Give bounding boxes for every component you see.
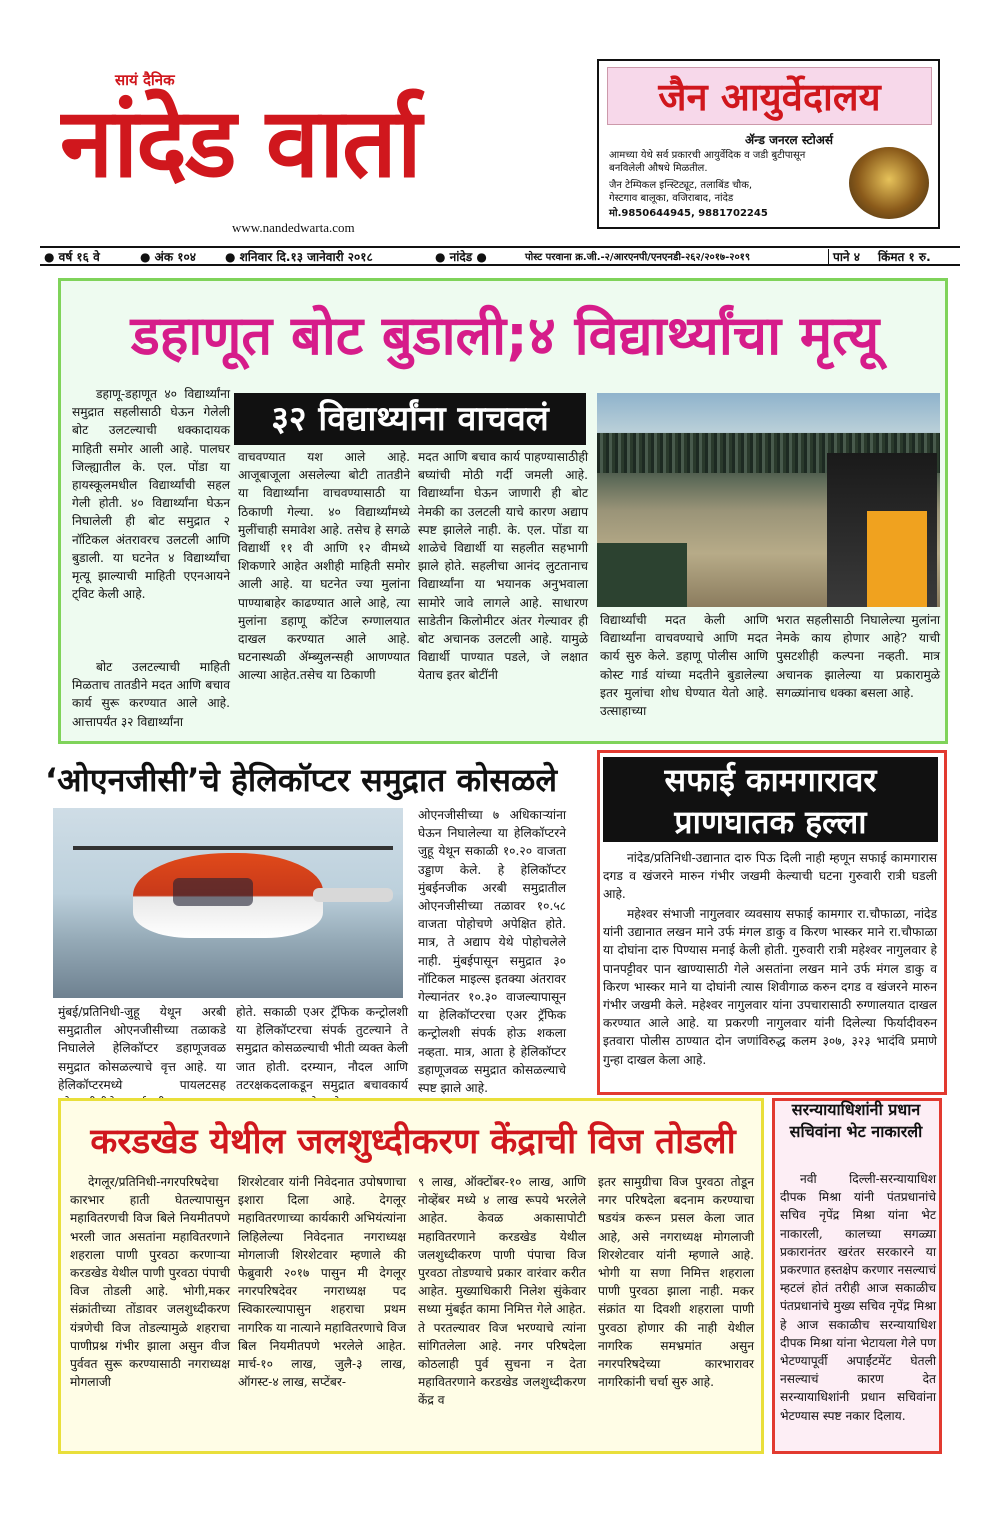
ad-line: आमच्या येथे सर्व प्रकारची आयुर्वेदिक व जडी बुटीपासून बनविलेली औषधे मिळतील. [609, 150, 806, 174]
safai-headline-block [603, 757, 938, 842]
boat-col5: भरात सहलीसाठी निघालेल्या मुलांना नेमके काय होणार आहे? याची पुसटशीही कल्पना नव्हती. मात्र अचानक झालेल्या या प्रकारामुळे सगळ्यांनाच धक्का बसला आहे. [776, 613, 940, 700]
helicopter-photo [53, 808, 403, 998]
ongc-col2: होते. सकाळी एअर ट्रॅफिक कन्ट्रोलशी या हेलिकॉप्टरचा संपर्क तुटल्याने ते समुद्रात कोसळल्याची भीती व्यक्त केली जात होती. दरम्यान, नौदल आणि तटरक्षकदलाकडून समुद्रात बचावकार्य [236, 1005, 408, 1092]
karadkhed-col3: ९ लाख, ऑक्टोंबर-१० लाख, आणि नोव्हेंबर मध्ये ४ लाख रूपये भरलेले आहेत. केवळ अकासापोटी महावितरणाने करडखेड येथील जलशुध्दीकरण पाणी पंपाचा विज पुरवठा तोडण्याचे प्रकार वारंवार करीत आहेत. मुख्याधिकारी निलेश सुंकेवार सध्या मुंबईत कामा निमित्त गेले आहेत. ते परतल्यावर विज भरण्याचे त्यांना सांगितलेला आहे. नगर परिषदेला कोठलाही पुर्व सुचना न देता महावितरणाने करडखेड जलशुध्दीकरण केंद्र व [418, 1175, 586, 1408]
issue-date: ● शनिवार दि.१३ जानेवारी २०१८ [225, 250, 373, 264]
boat-col1: डहाणू-डहाणूत ४० विद्यार्थ्यांना समुद्रात सहलीसाठी घेऊन गेलेली बोट उलटल्याची धक्कादायक माहिती समोर आली आहे. पालघर जिल्ह्यातील के. एल. पोंडा या हायस्कूलमधील विद्यार्थ्यांची सहल गेली होती. ४० विद्यार्थ्यांना घेऊन निघालेली ही बोट समुद्रात २ नॉटिकल अंतरावरच उलटली आणि बुडाली. या घटनेत ४ विद्यार्थ्यांचा मृत्यू झाल्याची माहिती एएनआयने ट्विट केली आहे. [72, 387, 230, 602]
ad-line: जैन टेम्पिकल इन्स्टिट्यूट, तलाबिंड चौक, [609, 180, 753, 191]
issue-info-strip [40, 246, 960, 266]
karadkhed-col2: शिरशेटवार यांनी निवेदनात उपोषणाचा इशारा दिला आहे. देगलूर महावितरणाच्या कार्यकारी अभियंत्यांना लिहिलेल्या निवेदनात नगराध्यक्ष मोगलाजी शिरशेटवार म्हणाले की फेब्रुवारी २०१७ पासुन मी देगलूर नगरपरिषदेवर नगराध्यक्ष पद स्विकारल्यापासुन शहराचा प्रथम नागरिक या नात्याने महावितरणाचे विज बिल नियमीतपणे भरलेले आहेत. मार्च-१० लाख, जुलै-३ लाख, ऑगस्ट-४ लाख, सप्टेंबर- [238, 1175, 406, 1390]
cji-body: नवी दिल्ली-सरन्यायाधिश दीपक मिश्रा यांनी पंतप्रधानांचे सचिव नृपेंद्र मिश्रा यांना भेट नाकारली, कालच्या सगळ्या प्रकारानंतर खरंतर सरकारने या प्रकरणात हस्तक्षेप करणार नसल्याचं म्हटलं होतं तरीही आज सकाळीच पंतप्रधानांचे मुख्य सचिव नृपेंद्र मिश्रा हे आज सकाळीच सरन्यायाधिश दीपक मिश्रा यांना भेटायला गेले पण भेटण्यापूर्वी अपाईंटमेंट घेतली नसल्याचं कारण देत सरन्यायाधिशांनी प्रधान सचिवांना भेटण्यास स्पष्ट नकार दिलाय. [780, 1172, 936, 1423]
page-count: पाने ४ [828, 249, 860, 265]
ad-phone: मो.9850644945, 9881702245 [609, 208, 768, 219]
herbs-image [849, 147, 929, 219]
website-url[interactable]: www.nandedwarta.com [232, 220, 355, 235]
issue-city: ● नांदेड ● [435, 250, 487, 264]
safai-headline-line1: सफाई कामगारावर [664, 761, 877, 799]
ad-line: गेस्टगाव बालूका, वजिराबाद, नांदेड [609, 193, 734, 204]
ad-subtitle: ॲन्ड जनरल स्टोअर्स [745, 133, 833, 147]
karadkhed-col1: देगलूर/प्रतिनिधी-नगरपरिषदेचा कारभार हाती घेतल्यापासुन महावितरणची विज बिले नियमीतपणे भरली जात असतांना महावितरणाने शहराला पाणी पुरवठा करणाऱ्या करडखेड येथील पाणी पुरवठा पंपाची विज तोडली आहे. भोगी,मकर संक्रांतीच्या तोंडावर जलशुध्दीकरण यंत्रणेची विज तोडल्यामुळे शहराचा पाणीप्रश्न गंभीर झाला असुन वीज पुर्ववत सुरू करण्यासाठी नगराध्यक्ष मोगलाजी [70, 1175, 230, 1390]
boat-subheadline: ३२ विद्यार्थ्यांना वाचवलं [234, 393, 586, 445]
karadkhed-col4: इतर सामुग्रीचा विज पुरवठा तोडून नगर परिषदेला बदनाम करण्याचा षडयंत्र करून प्रसल केला जात आहे, असे नगराध्यक्ष मोगलाजी शिरशेटवार यांनी म्हणाले आहे. भोगी या सणा निमित्त शहराला पाणी पुरवठा झाला नाही. मकर संक्रांत या दिवशी शहराला पाणी पुरवठा होणार की नाही येथील नागरिक समभ्रमांत असुन नगरपरिषदेच्या कारभारावर नागरिकांनी चर्चा सुरु आहे. [598, 1175, 754, 1390]
karadkhed-headline: करडखेड येथील जलशुध्दीकरण केंद्राची विज तोडली [90, 1122, 736, 1162]
safai-body2: महेश्वर संभाजी नागुलवार व्यवसाय सफाई कामगार रा.चौफाळा, नांदेड यांनी उद्यानात लखन माने उर्फ मंगल डाकु व किरण भास्कर माने रा.चौफाळा या दोघांना दारु पिण्यास मनाई केली होती. गुरुवारी रात्री महेश्वर नागुलवार हे पानपट्टीवर पान खाण्यासाठी गेले असतांना लखन माने उर्फ मंगल डाकु व किरण भास्कर माने या दोघांनी त्यास शिवीगाळ करुन दगड व खंजरने मारुन गंभीर जखमी केले. महेश्वर नागुलवार यांना उपचारासाठी रुग्णालयात दाखल करण्यात आले आहे. या प्रकरणी नागुलवार यांनी दिलेल्या फिर्यादीवरुन इतवारा पोलीस ठाण्यात दोन जणांविरुद्ध कलम ३०७, ३२३ भादंवि प्रमाणे गुन्हा दाखल केला आहे. [603, 907, 937, 1067]
masthead-title: नांदेड वार्ता [60, 87, 420, 199]
boat-col4: विद्यार्थ्यांची मदत केली आणि विद्यार्थ्यांना वाचवण्याचे आणि मदत कार्य सुरु केले. डहाणू पोलीस आणि कोस्ट गार्ड यांच्या मदतीने बुडालेल्या इतर मुलांचा शोध घेण्यात येतो आहे. उत्साहाच्या [600, 613, 768, 719]
boat-headline: डहाणूत बोट बुडाली;४ विद्यार्थ्यांचा मृत्यू [130, 304, 880, 367]
masthead-subtitle: सायं दैनिक [115, 71, 175, 89]
beach-crowd-photo [597, 393, 940, 607]
safai-headline-line2: प्राणघातक हल्ला [674, 803, 867, 841]
price: किंमत १ रु. [878, 250, 931, 264]
ad-title: जैन आयुर्वेदालय [607, 67, 932, 125]
boat-col2: वाचवण्यात यश आले आहे. आजूबाजूला असलेल्या बोटी तातडीने या विद्यार्थ्यांना वाचवण्यासाठी या ठिकाणी गेल्या. ४० विद्यार्थ्यांमध्ये मुलींचाही समावेश आहे. तसेच हे सगळे विद्यार्थी ११ वी आणि १२ वीमध्ये शिकणारे आहेत अशीही माहिती समोर आली आहे. या घटनेत ज्या मुलांना पाण्याबाहेर काढण्यात आले आहे, त्या मुलांना डहाणू कॉटेज रुग्णालयात दाखल करण्यात आले आहे. घटनास्थळी ॲम्ब्युलन्सही आणण्यात आल्या आहेत.तसेच या ठिकाणी [238, 450, 410, 683]
boat-col1b: बोट उलटल्याची माहिती मिळताच तातडीने मदत आणि बचाव कार्य सुरू करण्यात आले आहे. आत्तापर्यंत ३२ विद्यार्थ्यांना [72, 660, 230, 729]
cji-headline: सरन्यायाधिशांनी प्रधान सचिवांना भेट नाकारली [789, 1100, 923, 1141]
ongc-col-right: ओएनजीसीच्या ७ अधिकाऱ्यांना घेऊन निघालेल्या या हेलिकॉप्टरने जुहू येथून सकाळी १०.२० वाजता उड्डाण केले. हे हेलिकॉप्टर मुंबईनजीक अरबी समुद्रातील ओएनजीसीच्या तळावर १०.५८ वाजता पोहोचणे अपेक्षित होते. मात्र, ते अद्याप येथे पोहोचलेले नाही. मुंबईपासून समुद्रात ३० नॉटिकल माइल्स इतक्या अंतरावर गेल्यानंतर १०.३० वाजल्यापासून या हेलिकॉप्टरचा एअर ट्रॅफिक कन्ट्रोलशी संपर्क होऊ शकला नव्हता. मात्र, आता हे हेलिकॉप्टर डहाणूजवळ समुद्रात कोसळल्याचे स्पष्ट झाले आहे. [418, 808, 566, 1096]
ongc-col1: मुंबई/प्रतिनिधी-जुहू येथून अरबी समुद्रातील ओएनजीसीच्या तळाकडे निघालेले हेलिकॉप्टर डहाणूजवळ समुद्रात कोसळल्याचे वृत्त आहे. या हेलिकॉप्टरमध्ये पायलटसह [58, 1005, 226, 1092]
issue-year: ● वर्ष १६ वे [44, 250, 100, 264]
boat-col3: मदत आणि बचाव कार्य पाहण्यासाठीही बघ्यांची मोठी गर्दी जमली आहे. विद्यार्थ्यांना घेऊन जाणारी ही बोट नेमकी का उलटली याचे कारण अद्याप स्पष्ट झालेले नाही. के. एल. पोंडा या शाळेचे विद्यार्थी या सहलीत सहभागी झाले होते. सहलीचा आनंद लुटतानाच विद्यार्थ्यांना या भयानक अनुभवाला सामोरे जावे लागले आहे. साधारण साडेतीन किलोमीटर अंतर गेल्यावर ही बोट अचानक उलटली आहे. यामुळे विद्यार्थी पाण्यात पडले, जे लक्षात येताच इतर बोटींनी [418, 450, 588, 683]
issue-number: ● अंक १०४ [140, 250, 196, 264]
safai-body: नांदेड/प्रतिनिधी-उद्यानात दारु पिऊ दिली नाही म्हणून सफाई कामगारास दगड व खंजरने मारुन गंभीर जखमी केल्याची घटना गुरुवारी रात्री घडली आहे. [603, 851, 937, 902]
postal-license: पोस्ट परवाना क्र.जी.-२/आरएनपी/एनएनडी-२६२/२०१७-२०१९ [525, 252, 751, 263]
ongc-headline: ‘ओएनजीसी’चे हेलिकॉप्टर समुद्रात कोसळले [45, 761, 558, 799]
ayurveda-ad [597, 59, 940, 229]
